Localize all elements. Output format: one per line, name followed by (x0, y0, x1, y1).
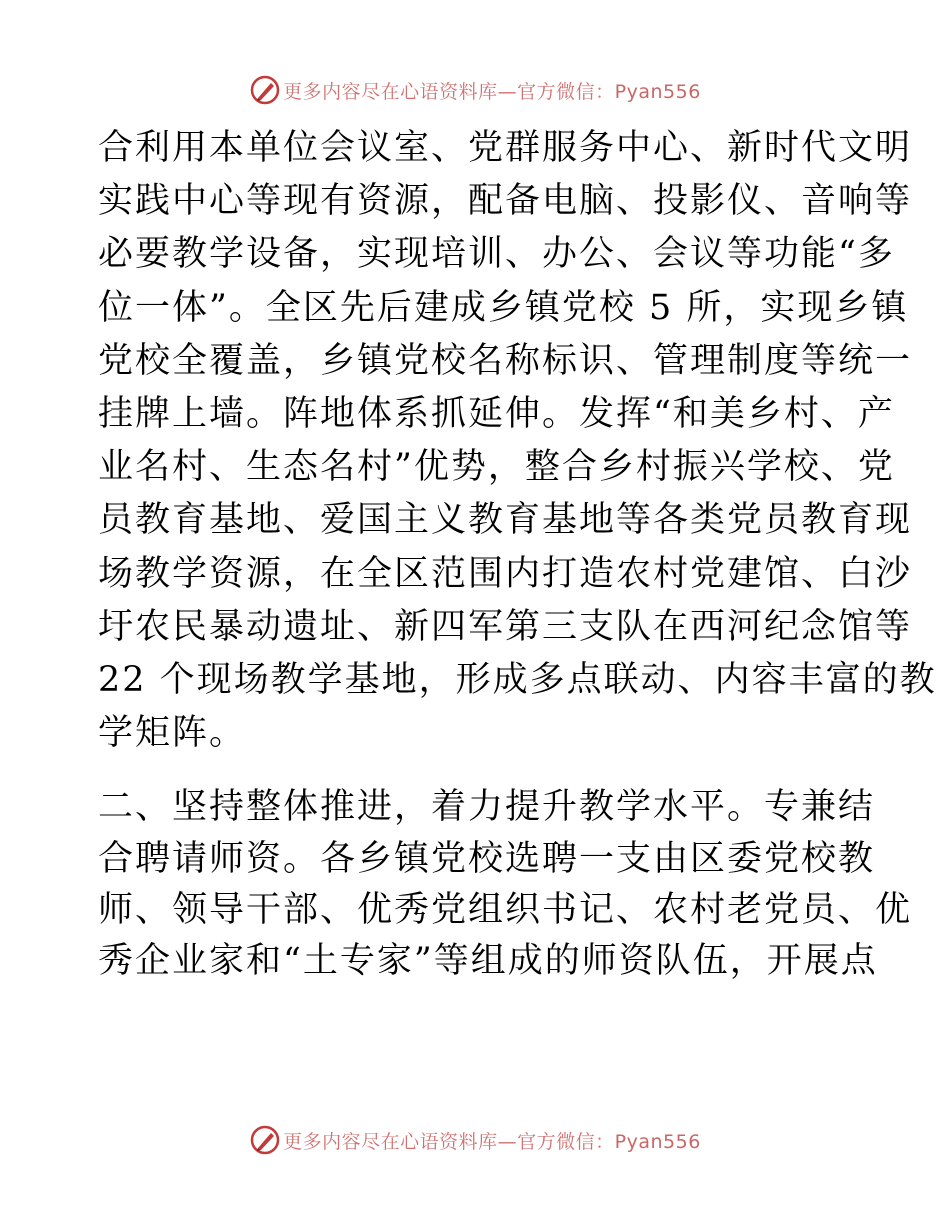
paragraph (98, 782, 913, 988)
text-line: 圩农民暴动遗址、新四军第三支队在西河纪念馆等 (98, 606, 913, 647)
text-line: 二、坚持整体推进，着力提升教学水平。专兼结 (98, 787, 876, 828)
watermark-text: 更多内容尽在心语资料库—官方微信：Pyan556 (283, 1130, 701, 1153)
text-line: 合利用本单位会议室、党群服务中心、新时代文明 (98, 128, 913, 168)
paragraph (98, 122, 937, 760)
text-line: 员教育基地、爱国主义教育基地等各类党员教育现 (98, 500, 913, 541)
footer-watermark (0, 1120, 950, 1160)
text-line: 合聘请师资。各乡镇党校选聘一支由区委党校教 (98, 838, 876, 879)
text-line: 位一体”。全区先后建成乡镇党校 5 所，实现乡镇 (98, 287, 909, 328)
header-watermark (0, 70, 950, 110)
text-line: 师、领导干部、优秀党组织书记、农村老党员、优 (98, 890, 913, 931)
document-body (98, 122, 937, 988)
text-line: 实践中心等现有资源，配备电脑、投影仪、音响等 (98, 181, 913, 222)
text-line: 必要教学设备，实现培训、办公、会议等功能“多 (98, 234, 895, 275)
text-line: 22 个现场教学基地，形成多点联动、内容丰富的教 (98, 659, 937, 700)
text-line: 学矩阵。 (98, 713, 247, 754)
text-line: 挂牌上墙。阵地体系抓延伸。发挥“和美乡村、产 (98, 393, 895, 434)
text-line: 场教学资源，在全区范围内打造农村党建馆、白沙 (98, 553, 913, 594)
pen-logo-icon (249, 1124, 281, 1156)
text-line: 党校全覆盖，乡镇党校名称标识、管理制度等统一 (98, 340, 913, 381)
text-line: 秀企业家和“土专家”等组成的师资队伍，开展点 (98, 941, 878, 982)
pen-logo-icon (249, 74, 281, 106)
text-line: 业名村、生态名村”优势，整合乡村振兴学校、党 (98, 447, 895, 488)
watermark-text: 更多内容尽在心语资料库—官方微信：Pyan556 (283, 80, 701, 103)
